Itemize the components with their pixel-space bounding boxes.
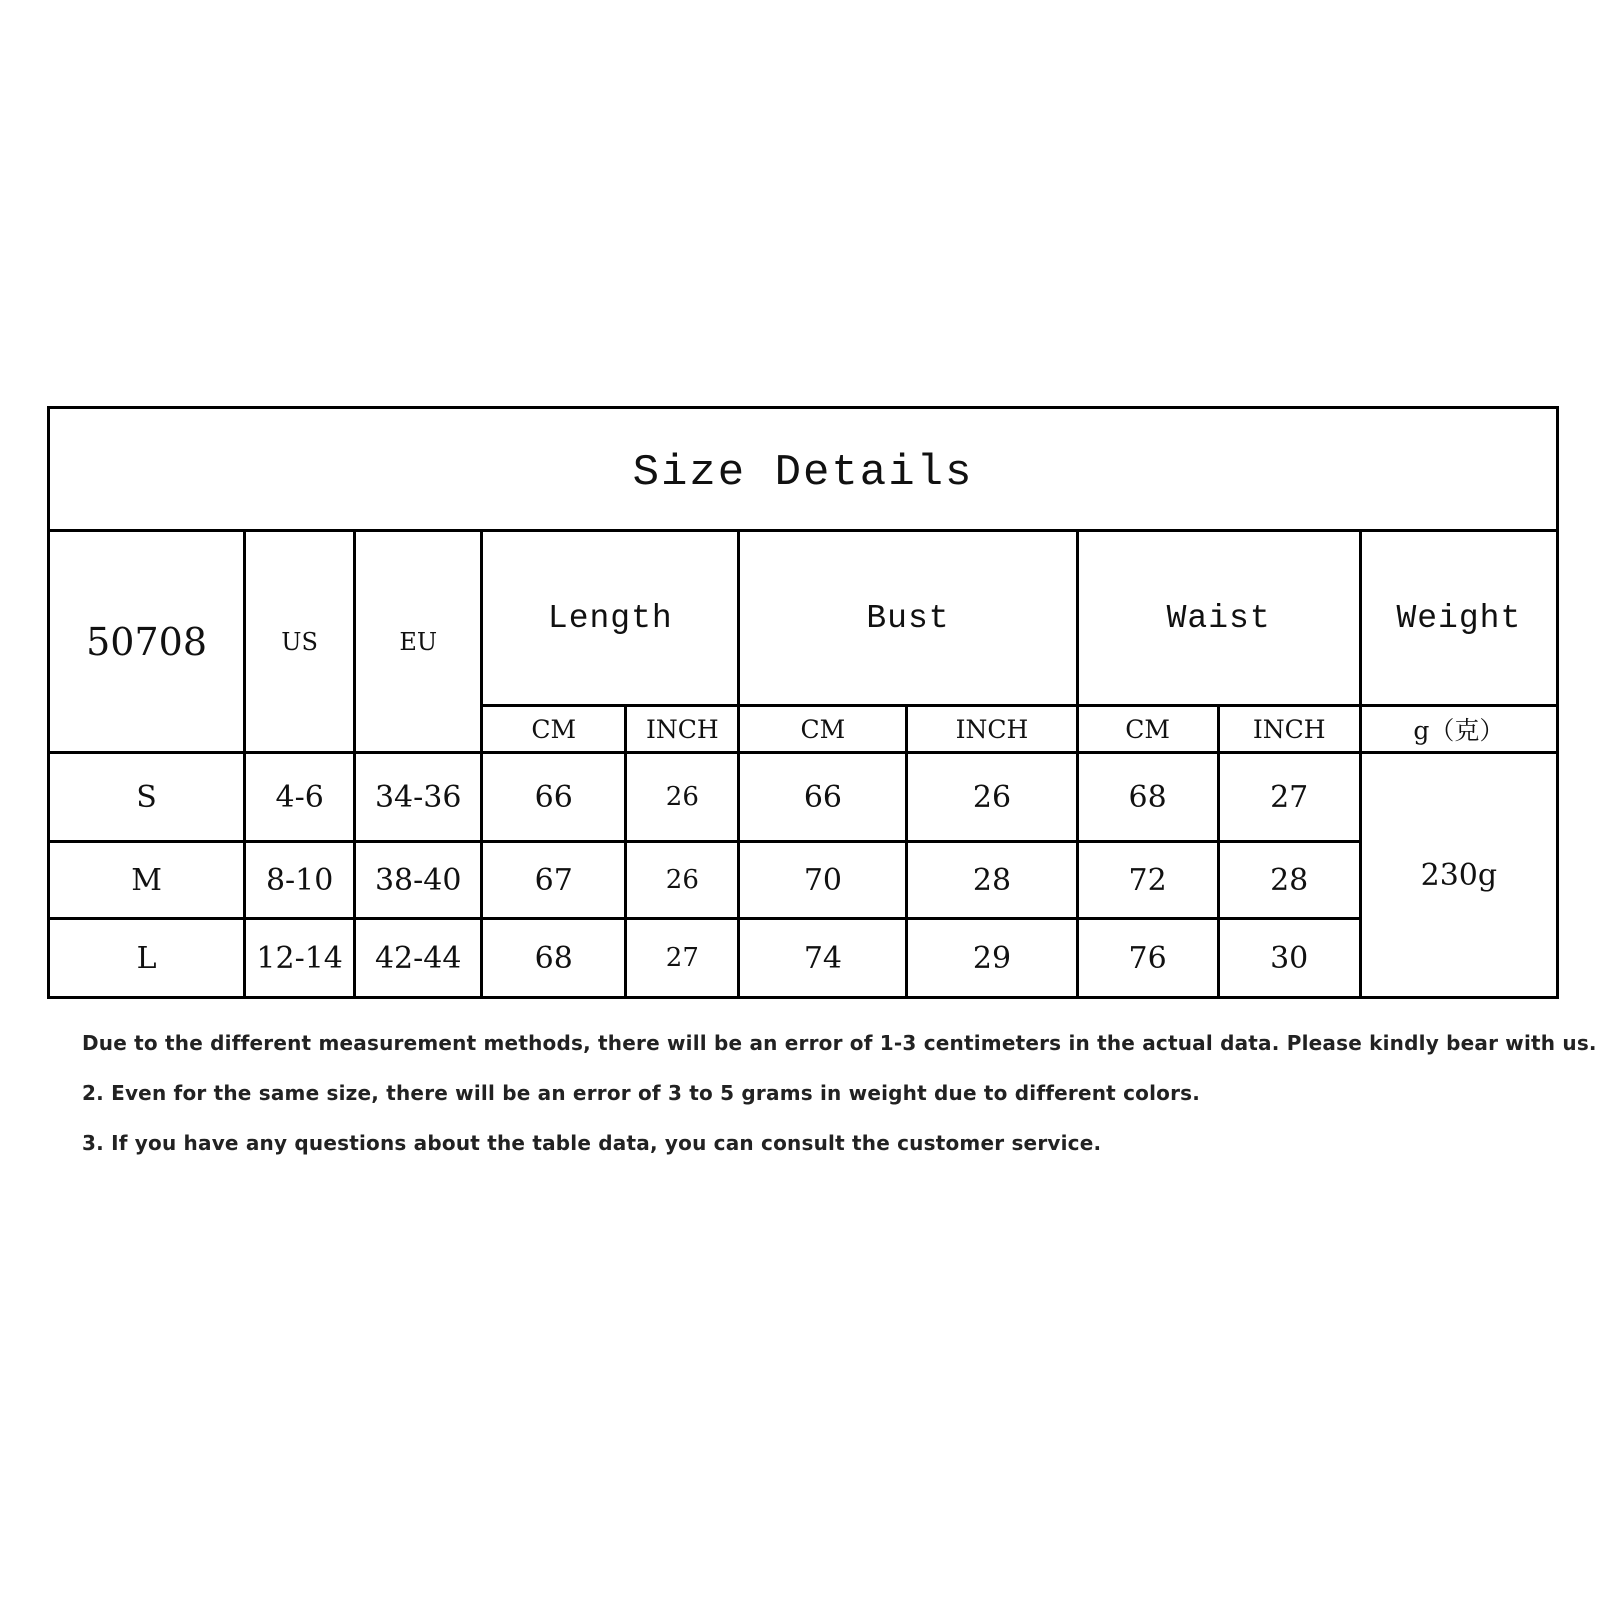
bust-cm-header: CM — [739, 706, 907, 753]
waist-cm-header: CM — [1077, 706, 1218, 753]
us-size: 8-10 — [245, 842, 355, 919]
waist-inch-header: INCH — [1218, 706, 1360, 753]
waist-inch: 27 — [1218, 753, 1360, 842]
bust-cm: 74 — [739, 919, 907, 998]
table-row — [49, 919, 1558, 998]
bust-header: Bust — [739, 531, 1077, 706]
us-size-header: US — [245, 531, 355, 753]
eu-size: 42-44 — [355, 919, 482, 998]
waist-cm: 72 — [1077, 842, 1218, 919]
length-cm: 68 — [482, 919, 626, 998]
measurement-notes — [82, 1030, 1597, 1180]
us-size: 4-6 — [245, 753, 355, 842]
table-row — [49, 842, 1558, 919]
waist-header: Waist — [1077, 531, 1360, 706]
weight-unit-header: g（克） — [1360, 706, 1557, 753]
eu-size: 34-36 — [355, 753, 482, 842]
bust-cm: 66 — [739, 753, 907, 842]
eu-size-header: EU — [355, 531, 482, 753]
size-chart-table — [47, 406, 1559, 999]
waist-cm: 68 — [1077, 753, 1218, 842]
style-number: 50708 — [49, 531, 245, 753]
length-inch: 26 — [626, 753, 739, 842]
size-label: M — [49, 842, 245, 919]
bust-inch: 28 — [907, 842, 1077, 919]
waist-cm: 76 — [1077, 919, 1218, 998]
length-cm: 67 — [482, 842, 626, 919]
length-cm: 66 — [482, 753, 626, 842]
us-size: 12-14 — [245, 919, 355, 998]
waist-inch: 28 — [1218, 842, 1360, 919]
bust-cm: 70 — [739, 842, 907, 919]
table-row — [49, 753, 1558, 842]
note-weight-error: 2. Even for the same size, there will be an error of 3 to 5 grams in weight due to different colors. — [82, 1081, 1201, 1105]
bust-inch-header: INCH — [907, 706, 1077, 753]
size-label: L — [49, 919, 245, 998]
bust-inch: 26 — [907, 753, 1077, 842]
note-measurement-error: Due to the different measurement methods, there will be an error of 1-3 centimeters in the actual data. Please kindly bear with us. — [82, 1031, 1597, 1055]
note-customer-service: 3. If you have any questions about the table data, you can consult the customer service. — [82, 1131, 1102, 1155]
length-header: Length — [482, 531, 739, 706]
eu-size: 38-40 — [355, 842, 482, 919]
bust-inch: 29 — [907, 919, 1077, 998]
table-title: Size Details — [49, 408, 1558, 531]
length-inch-header: INCH — [626, 706, 739, 753]
size-label: S — [49, 753, 245, 842]
length-inch: 27 — [626, 919, 739, 998]
weight-header: Weight — [1360, 531, 1557, 706]
waist-inch: 30 — [1218, 919, 1360, 998]
weight-value: 230g — [1360, 753, 1557, 998]
length-inch: 26 — [626, 842, 739, 919]
length-cm-header: CM — [482, 706, 626, 753]
